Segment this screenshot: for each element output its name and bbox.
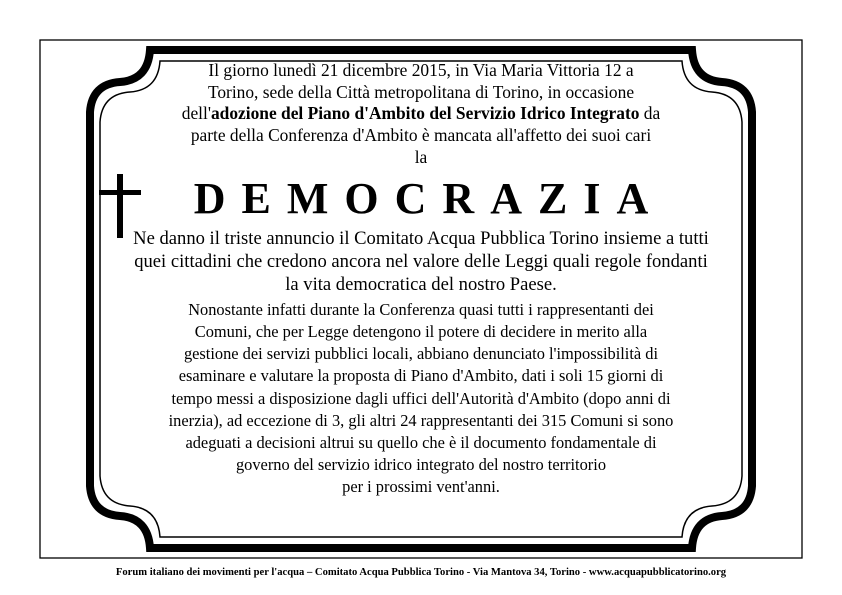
body-line: Nonostante infatti durante la Conferenza quasi tutti i rappresentanti dei: [188, 300, 654, 320]
intro-text: da: [639, 103, 661, 124]
footer-credits: Forum italiano dei movimenti per l'acqua – Comitato Acqua Pubblica Torino - Via Mantova 34, Torino - www.acquapubblicatorino.org: [115, 567, 727, 578]
announce-line: la vita democratica del nostro Paese.: [285, 273, 557, 295]
body-line: gestione dei servizi pubblici locali, abbiano denunciato l'impossibilità di: [183, 344, 659, 364]
announcement-paragraph: [60, 227, 782, 297]
notice-title: DEMOCRAZIA: [193, 173, 665, 223]
intro-line: la: [414, 146, 428, 167]
plan-name-bold: adozione del Piano d'Ambito del Servizio Idrico Integrato: [210, 103, 640, 124]
intro-line: parte della Conferenza d'Ambito è mancata all'affetto dei suoi cari: [190, 125, 652, 146]
body-paragraph: [60, 299, 782, 498]
announce-line: quei cittadini che credono ancora nel valore delle Leggi quali regole fondanti: [134, 250, 708, 272]
body-line: governo del servizio idrico integrato del nostro territorio: [235, 454, 607, 474]
body-line: esaminare e valutare la proposta di Piano d'Ambito, dati i soli 15 giorni di: [178, 366, 664, 386]
intro-line: Torino, sede della Città metropolitana di Torino, in occasione: [207, 81, 635, 102]
body-line: inerzia), ad eccezione di 3, gli altri 24 rappresentanti dei 315 Comuni si sono: [168, 410, 674, 430]
body-line: tempo messi a disposizione dagli uffici dell'Autorità d'Ambito (dopo anni di: [171, 388, 671, 408]
body-line: Comuni, che per Legge detengono il potere di decidere in merito alla: [194, 322, 648, 342]
notice-content: [60, 60, 782, 498]
body-line: adeguati a decisioni altrui su quello che è il documento fondamentale di: [185, 432, 657, 452]
intro-line: [60, 103, 782, 125]
intro-paragraph: [60, 60, 782, 169]
announce-line: Ne danno il triste annuncio il Comitato Acqua Pubblica Torino insieme a tutti: [133, 227, 709, 249]
body-line: per i prossimi vent'anni.: [342, 476, 500, 496]
intro-line: Il giorno lunedì 21 dicembre 2015, in Via Maria Vittoria 12 a: [208, 60, 634, 80]
intro-text: dell': [181, 103, 211, 124]
